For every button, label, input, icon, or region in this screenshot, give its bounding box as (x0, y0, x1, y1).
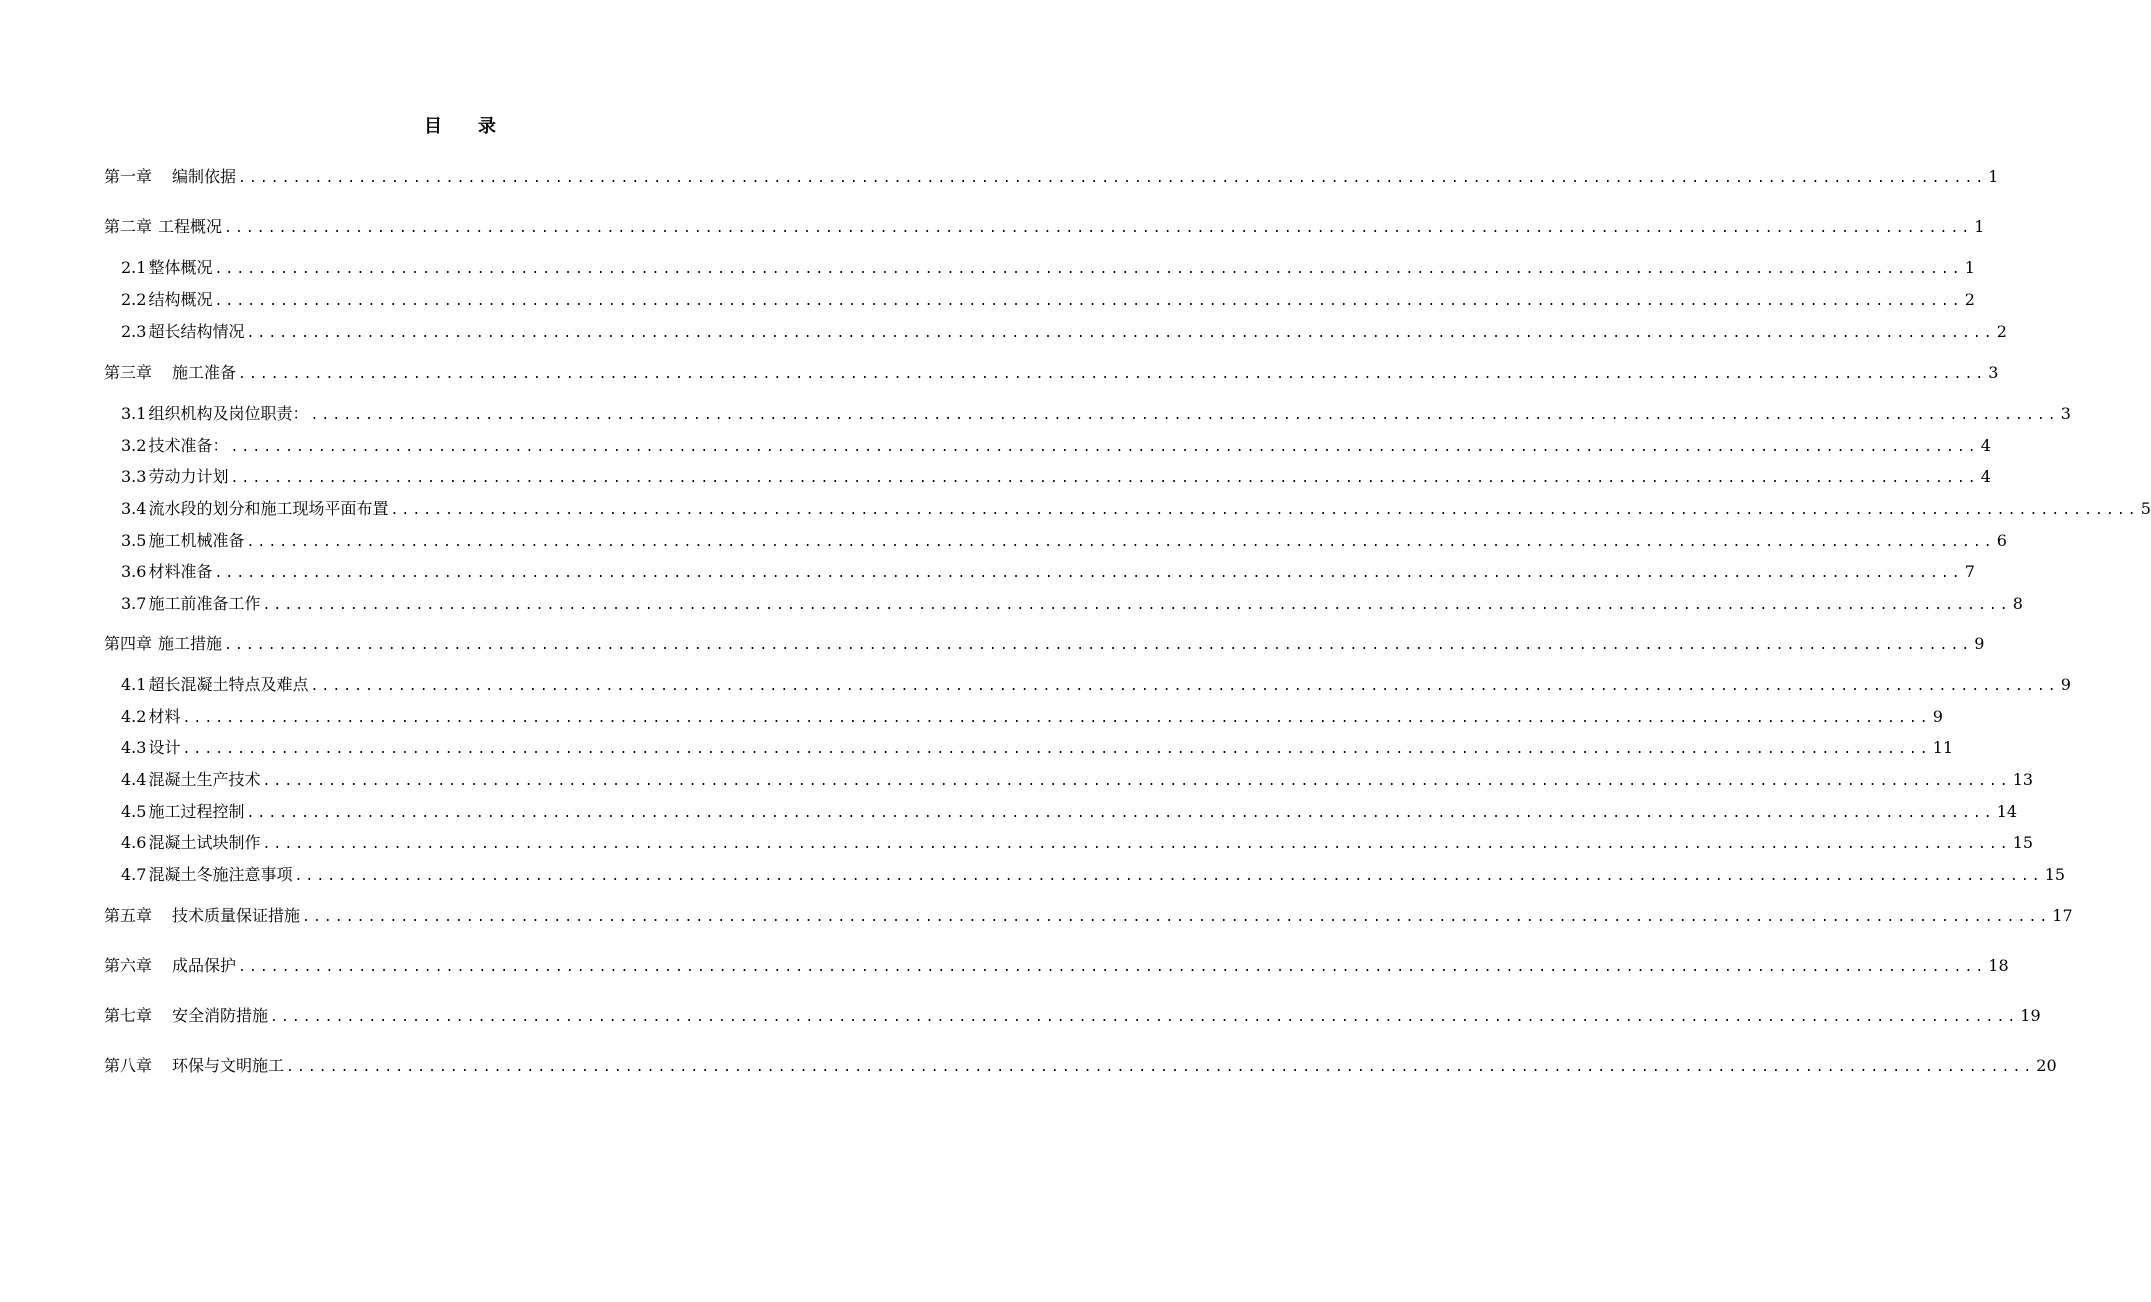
toc-entry-section-3-1[interactable] (121, 403, 2071, 425)
toc-entry-number: 4.7 (121, 865, 147, 884)
toc-entry-number: 第八章 (104, 1056, 153, 1075)
toc-page-number: 19 (2020, 1006, 2041, 1025)
toc-entry-number: 3.6 (121, 562, 147, 581)
toc-dot-leader: ................................................................................................................................................................ (230, 471, 1979, 486)
toc-page-number: 3 (2060, 404, 2071, 423)
toc-entry-chapter-6[interactable] (104, 955, 2009, 977)
toc-entry-section-3-2[interactable] (121, 435, 1991, 457)
toc-page-number: 14 (1996, 802, 2018, 821)
toc-dot-leader: ................................................................................................................................................................ (182, 742, 1931, 757)
toc-dot-leader: ................................................................................................................................................................ (262, 774, 2011, 789)
toc-entry-title: 结构概况 (148, 290, 213, 309)
toc-entry-section-3-4[interactable] (121, 498, 2151, 520)
toc-page-number: 2 (1996, 322, 2007, 341)
toc-entry-number: 4.1 (121, 675, 147, 694)
toc-dot-leader: ................................................................................................................................................................ (270, 1010, 2019, 1025)
toc-entry-section-3-7[interactable] (121, 593, 2023, 615)
toc-entry-title: 编制依据 (172, 167, 237, 186)
toc-page-number: 8 (2012, 594, 2023, 613)
toc-entry-section-4-7[interactable] (121, 864, 2066, 886)
toc-entry-number: 第三章 (104, 363, 153, 382)
toc-page-number: 15 (2012, 833, 2034, 852)
toc-entry-title: 劳动力计划 (148, 467, 229, 486)
toc-page-number: 13 (2012, 770, 2034, 789)
toc-page-number: 20 (2036, 1056, 2057, 1075)
toc-entry-number: 4.5 (121, 802, 147, 821)
toc-page-number: 6 (1996, 531, 2007, 550)
toc-entry-section-2-2[interactable] (121, 289, 1975, 311)
toc-page-number: 7 (1964, 562, 1975, 581)
toc-entry-section-3-6[interactable] (121, 561, 1975, 583)
toc-entry-number: 3.5 (121, 531, 147, 550)
toc-entry-section-4-1[interactable] (121, 674, 2071, 696)
toc-entry-title: 超长结构情况 (148, 322, 245, 341)
toc-dot-leader: ................................................................................................................................................................ (238, 960, 1987, 975)
toc-entry-chapter-4[interactable] (104, 633, 1985, 655)
toc-entry-title: 成品保护 (172, 956, 237, 975)
toc-entry-title: 材料 (148, 707, 181, 726)
toc-entry-number: 4.6 (121, 833, 147, 852)
toc-page-number: 11 (1932, 738, 1954, 757)
toc-dot-leader: ................................................................................................................................................................ (310, 408, 2059, 423)
toc-entry-number: 2.1 (121, 258, 147, 277)
toc-page-number: 15 (2044, 865, 2066, 884)
toc-entry-section-4-4[interactable] (121, 769, 2034, 791)
toc-entry-number: 4.3 (121, 738, 147, 757)
toc-page-number: 18 (1988, 956, 2009, 975)
toc-page-number: 9 (1974, 634, 1985, 653)
toc-page-number: 3 (1988, 363, 1999, 382)
toc-entry-section-2-3[interactable] (121, 321, 2007, 343)
toc-entry-title: 工程概况 (158, 217, 223, 236)
toc-page-number: 1 (1974, 217, 1985, 236)
toc-entry-title: 材料准备 (148, 562, 213, 581)
toc-dot-leader: ................................................................................................................................................................ (182, 711, 1931, 726)
toc-entry-title: 施工前准备工作 (148, 594, 261, 613)
toc-dot-leader: ................................................................................................................................................................ (214, 262, 1963, 277)
toc-entry-number: 第四章 (104, 634, 153, 653)
toc-page-number: 4 (1980, 436, 1991, 455)
toc-dot-leader: ................................................................................................................................................................ (246, 326, 1995, 341)
toc-dot-leader: ................................................................................................................................................................ (238, 367, 1987, 382)
toc-entry-section-3-5[interactable] (121, 530, 2007, 552)
toc-entry-number: 2.2 (121, 290, 147, 309)
toc-entry-number: 第一章 (104, 167, 153, 186)
toc-entry-number: 第七章 (104, 1006, 153, 1025)
toc-dot-leader: ................................................................................................................................................................ (294, 869, 2043, 884)
toc-entry-number: 3.7 (121, 594, 147, 613)
toc-page-number: 1 (1964, 258, 1975, 277)
toc-entry-number: 第五章 (104, 906, 153, 925)
toc-dot-leader: ................................................................................................................................................................ (286, 1060, 2035, 1075)
toc-entry-number: 第二章 (104, 217, 153, 236)
toc-entry-title: 施工措施 (158, 634, 223, 653)
toc-entry-title: 环保与文明施工 (172, 1056, 285, 1075)
toc-entry-title: 整体概况 (148, 258, 213, 277)
toc-title-part1: 目 (424, 116, 442, 137)
toc-entry-section-2-1[interactable] (121, 257, 1975, 279)
toc-entry-number: 4.4 (121, 770, 147, 789)
toc-entry-title: 组织机构及岗位职责： (148, 404, 309, 423)
toc-dot-leader: ................................................................................................................................................................ (230, 440, 1979, 455)
toc-entry-number: 2.3 (121, 322, 147, 341)
toc-entry-section-4-6[interactable] (121, 832, 2034, 854)
toc-page-number: 9 (1932, 707, 1943, 726)
toc-page-number: 4 (1980, 467, 1991, 486)
toc-entry-title: 设计 (148, 738, 181, 757)
toc-dot-leader: ................................................................................................................................................................ (214, 566, 1963, 581)
toc-entry-title: 超长混凝土特点及难点 (148, 675, 309, 694)
toc-entry-number: 3.4 (121, 499, 147, 518)
toc-dot-leader: ................................................................................................................................................................ (238, 171, 1987, 186)
toc-entry-number: 3.2 (121, 436, 147, 455)
toc-dot-leader: ................................................................................................................................................................ (390, 503, 2139, 518)
toc-dot-leader: ................................................................................................................................................................ (262, 598, 2011, 613)
toc-page-number: 1 (1988, 167, 1999, 186)
toc-dot-leader: ................................................................................................................................................................ (262, 837, 2011, 852)
toc-page-number: 2 (1964, 290, 1975, 309)
toc-entry-section-3-3[interactable] (121, 466, 1991, 488)
toc-entry-chapter-1[interactable] (104, 166, 1999, 188)
toc-entry-section-4-2[interactable] (121, 706, 1943, 728)
toc-page-number: 17 (2052, 906, 2073, 925)
toc-entry-chapter-2[interactable] (104, 216, 1985, 238)
toc-dot-leader: ................................................................................................................................................................ (214, 294, 1963, 309)
toc-entry-number: 3.1 (121, 404, 147, 423)
toc-dot-leader: ................................................................................................................................................................ (246, 806, 1995, 821)
toc-dot-leader: ................................................................................................................................................................ (246, 535, 1995, 550)
toc-entry-section-4-5[interactable] (121, 801, 2018, 823)
toc-title (0, 114, 920, 140)
toc-entry-number: 3.3 (121, 467, 147, 486)
toc-dot-leader: ................................................................................................................................................................ (302, 910, 2051, 925)
toc-entry-chapter-8[interactable] (104, 1055, 2057, 1077)
toc-entry-title: 混凝土试块制作 (148, 833, 261, 852)
toc-entry-title: 流水段的划分和施工现场平面布置 (148, 499, 389, 518)
toc-dot-leader: ................................................................................................................................................................ (310, 679, 2059, 694)
toc-page-number: 5 (2140, 499, 2151, 518)
toc-entry-chapter-3[interactable] (104, 362, 1999, 384)
toc-entry-title: 施工准备 (172, 363, 237, 382)
toc-page-number: 9 (2060, 675, 2071, 694)
toc-entry-title: 技术质量保证措施 (172, 906, 301, 925)
toc-entry-section-4-3[interactable] (121, 737, 1954, 759)
toc-dot-leader: ................................................................................................................................................................ (224, 221, 1973, 236)
toc-entry-chapter-5[interactable] (104, 905, 2073, 927)
toc-title-part2: 录 (478, 116, 496, 137)
toc-entry-title: 施工机械准备 (148, 531, 245, 550)
toc-entry-title: 安全消防措施 (172, 1006, 269, 1025)
toc-entry-title: 混凝土生产技术 (148, 770, 261, 789)
toc-entry-chapter-7[interactable] (104, 1005, 2041, 1027)
toc-entry-title: 混凝土冬施注意事项 (148, 865, 293, 884)
toc-entry-title: 施工过程控制 (148, 802, 245, 821)
toc-entry-number: 4.2 (121, 707, 147, 726)
toc-entry-title: 技术准备： (148, 436, 229, 455)
toc-dot-leader: ................................................................................................................................................................ (224, 638, 1973, 653)
toc-entry-number: 第六章 (104, 956, 153, 975)
